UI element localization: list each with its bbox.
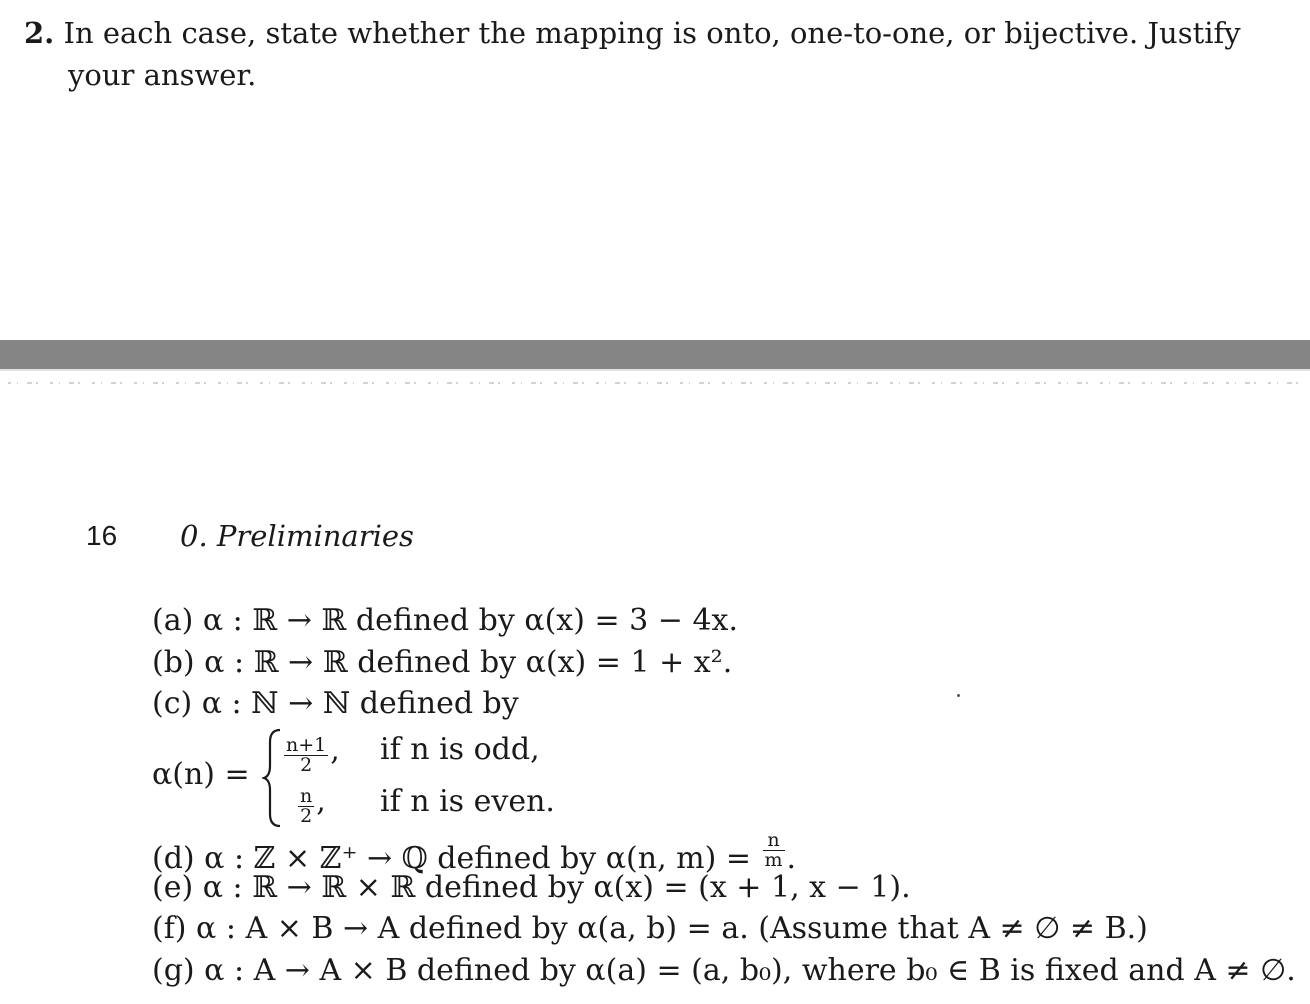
problem-statement-line2: your answer. <box>68 58 257 92</box>
case-2-condition: if n is even. <box>380 784 555 819</box>
item-g: (g) α : A → A × B defined by α(a) = (a, b₀), where b₀ ∈ B is fixed and A ≠ ∅. <box>152 953 1296 988</box>
case-2-numerator: n <box>300 785 313 807</box>
item-f: (f) α : A × B → A defined by α(a, b) = a. (Assume that A ≠ ∅ ≠ B.) <box>152 911 1148 946</box>
item-d-text: (d) α : ℤ × ℤ⁺ → ℚ defined by α(n, m) = <box>152 840 751 876</box>
case-2-fraction: $\frac{n}{2}$ , <box>300 784 326 827</box>
page-number: 16 <box>86 520 118 551</box>
problem-statement-line1 <box>24 16 1241 50</box>
item-e: (e) α : ℝ → ℝ × ℝ defined by α(x) = (x + 1, x − 1). <box>152 870 911 905</box>
scan-artifact-line <box>0 380 1310 386</box>
item-b: (b) α : ℝ → ℝ defined by α(x) = 1 + x². <box>152 645 733 680</box>
case-1-condition: if n is odd, <box>380 732 540 767</box>
case-1-numerator: n+1 <box>286 734 327 756</box>
problem-number: 2. <box>24 16 55 50</box>
case-2-denominator: 2 <box>300 805 313 827</box>
case-1-denominator: 2 <box>300 754 313 776</box>
page-separator-edge <box>0 369 1310 371</box>
item-d: (d) α : ℤ × ℤ⁺ → ℚ defined by α(n, m) = $\frac{n}{m}$ . <box>152 829 797 876</box>
problem-text: In each case, state whether the mapping is onto, one-to-one, or bijective. Justify <box>63 16 1241 50</box>
item-d-numerator: n <box>763 831 785 851</box>
page-separator-bar <box>0 340 1310 369</box>
item-c-lhs: α(n) = <box>152 757 250 792</box>
item-d-denominator: m <box>764 849 783 871</box>
left-brace <box>262 728 284 828</box>
chapter-title: 0. Preliminaries <box>180 519 414 553</box>
scan-speck <box>957 694 960 697</box>
item-c: (c) α : ℕ → ℕ defined by <box>152 686 519 721</box>
item-a: (a) α : ℝ → ℝ defined by α(x) = 3 − 4x. <box>152 603 738 638</box>
case-1-fraction: $\frac{n+1}{2}$ , <box>286 733 340 776</box>
